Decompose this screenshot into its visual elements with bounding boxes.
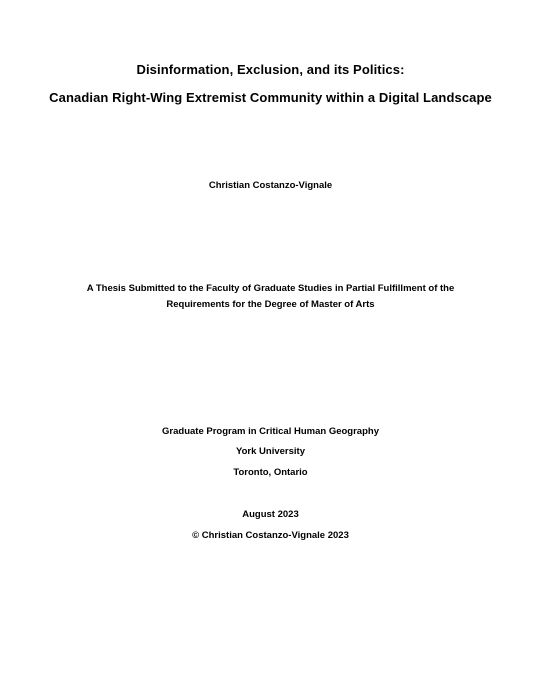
title-line-1: Disinformation, Exclusion, and its Politics: (136, 62, 405, 77)
program-name: Graduate Program in Critical Human Geography (162, 426, 379, 437)
title-line-2: Canadian Right-Wing Extremist Community within a Digital Landscape (49, 90, 492, 105)
university-name: York University (236, 446, 305, 457)
author-name: Christian Costanzo-Vignale (208, 180, 333, 191)
submission-date: August 2023 (242, 509, 299, 520)
location: Toronto, Ontario (233, 467, 308, 478)
thesis-statement-line-2: Requirements for the Degree of Master of Arts (166, 299, 375, 310)
copyright-notice: © Christian Costanzo-Vignale 2023 (192, 530, 349, 541)
thesis-statement-line-1: A Thesis Submitted to the Faculty of Graduate Studies in Partial Fulfillment of the (86, 283, 455, 294)
